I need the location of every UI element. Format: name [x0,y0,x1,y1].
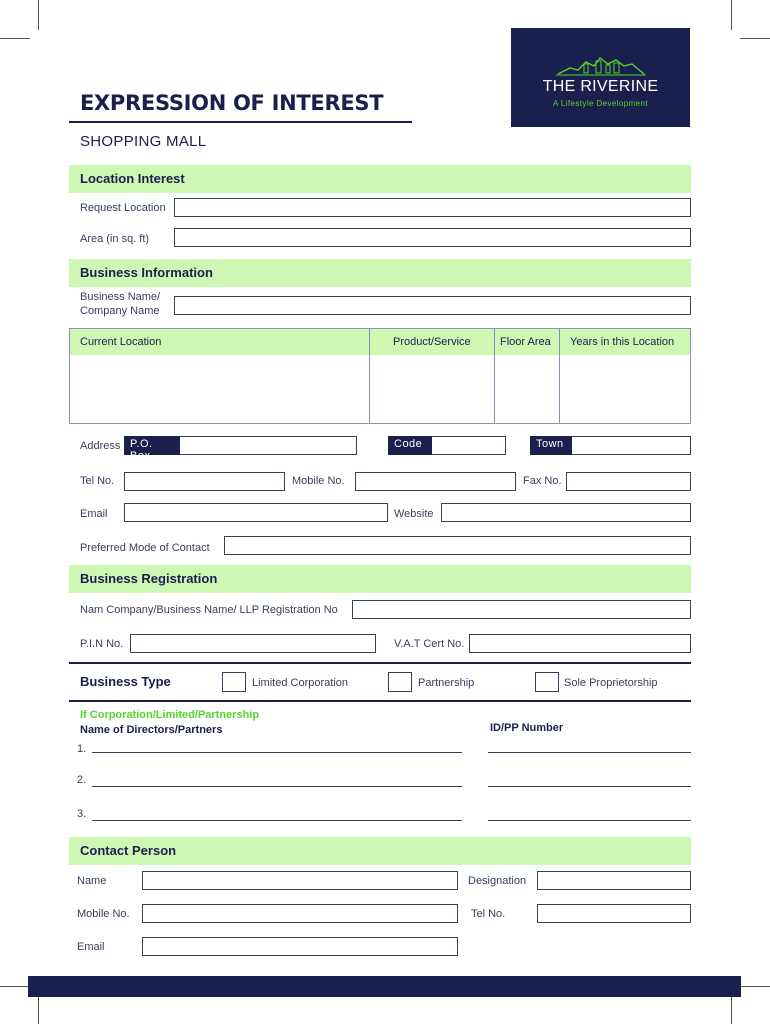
website-label: Website [394,508,434,520]
mobile-input[interactable] [355,472,516,491]
crop-mark [0,986,30,987]
director-name-line[interactable] [92,752,462,753]
contact-email-input[interactable] [142,937,458,956]
id-pp-label: ID/PP Number [490,722,564,734]
area-input[interactable] [174,228,691,247]
director-row-number: 1. [77,743,87,755]
area-label: Area (in sq. ft) [80,233,150,245]
section-rule [69,662,691,664]
contact-name-input[interactable] [142,871,458,890]
vat-input[interactable] [469,634,691,653]
registration-label: Nam Company/Business Name/ LLP Registration No [80,604,338,616]
director-name-line[interactable] [92,786,462,787]
table-cell-floor-area[interactable] [495,355,559,423]
section-contact-person [69,837,691,865]
current-location-table [69,328,691,424]
director-id-line[interactable] [488,752,691,753]
email-label: Email [80,508,108,520]
director-row-number: 3. [77,808,87,820]
table-header: Product/Service [393,336,471,348]
crop-mark [38,994,39,1024]
designation-input[interactable] [537,871,691,890]
footer-bar [28,976,741,997]
partnership-label: Partnership [418,677,475,689]
preferred-contact-input[interactable] [224,536,691,555]
email-input[interactable] [124,503,388,522]
contact-email-label: Email [77,941,105,953]
table-cell-current-location[interactable] [70,355,369,423]
fax-label: Fax No. [523,475,562,487]
directors-names-label: Name of Directors/Partners [80,724,223,736]
tel-input[interactable] [124,472,285,491]
table-cell-product-service[interactable] [370,355,494,423]
director-id-line[interactable] [488,820,691,821]
preferred-contact-label: Preferred Mode of Contact [80,542,210,554]
section-heading: Business Registration [80,571,218,586]
contact-mobile-input[interactable] [142,904,458,923]
town-prefix: Town [530,436,572,455]
company-name-label: Company Name [80,305,160,317]
code-prefix: Code [388,436,432,455]
business-name-label: Business Name/ [80,291,161,303]
sole-proprietorship-label: Sole Proprietorship [564,677,658,689]
page-subtitle: SHOPPING MALL [80,133,207,150]
section-heading: Business Information [80,265,213,280]
registration-input[interactable] [352,600,691,619]
business-name-input[interactable] [174,296,691,315]
limited-corporation-checkbox[interactable] [222,672,246,692]
table-header: Years in this Location [570,336,675,348]
partnership-checkbox[interactable] [388,672,412,692]
section-heading: Contact Person [80,843,177,858]
director-name-line[interactable] [92,820,462,821]
director-id-line[interactable] [488,786,691,787]
pin-input[interactable] [130,634,376,653]
contact-name-label: Name [77,875,107,887]
crop-mark [740,38,770,39]
contact-tel-input[interactable] [537,904,691,923]
section-location-interest [69,165,691,193]
corporation-condition-label: If Corporation/Limited/Partnership [80,709,260,721]
crop-mark [0,38,30,39]
crop-mark [731,0,732,30]
crop-mark [731,994,732,1024]
table-header: Floor Area [500,336,551,348]
pin-label: P.I.N No. [80,638,124,650]
sole-proprietorship-checkbox[interactable] [535,672,559,692]
table-cell-years[interactable] [560,355,690,423]
request-location-input[interactable] [174,198,691,217]
business-type-heading: Business Type [80,674,171,689]
logo-name: THE RIVERINE [542,78,659,95]
request-location-label: Request Location [80,202,166,214]
contact-mobile-label: Mobile No. [77,908,130,920]
director-row-number: 2. [77,774,87,786]
website-input[interactable] [441,503,691,522]
crop-mark [740,986,770,987]
title-underline [69,121,412,123]
section-business-information [69,259,691,287]
po-box-prefix: P.O. Box [124,436,180,455]
address-label: Address [80,440,121,452]
section-business-registration [69,565,691,593]
designation-label: Designation [468,875,527,887]
section-heading: Location Interest [80,171,185,186]
contact-tel-label: Tel No. [471,908,506,920]
vat-label: V.A.T Cert No. [394,638,465,650]
tel-label: Tel No. [80,475,115,487]
limited-corporation-label: Limited Corporation [252,677,348,689]
section-rule [69,700,691,702]
table-header: Current Location [80,336,162,348]
crop-mark [38,0,39,30]
page-title: EXPRESSION OF INTEREST [80,91,384,115]
riverine-skyline-icon [556,54,646,76]
fax-input[interactable] [566,472,691,491]
mobile-label: Mobile No. [292,475,345,487]
logo-block [511,28,690,127]
logo-tagline: A Lifestyle Development [552,99,649,108]
